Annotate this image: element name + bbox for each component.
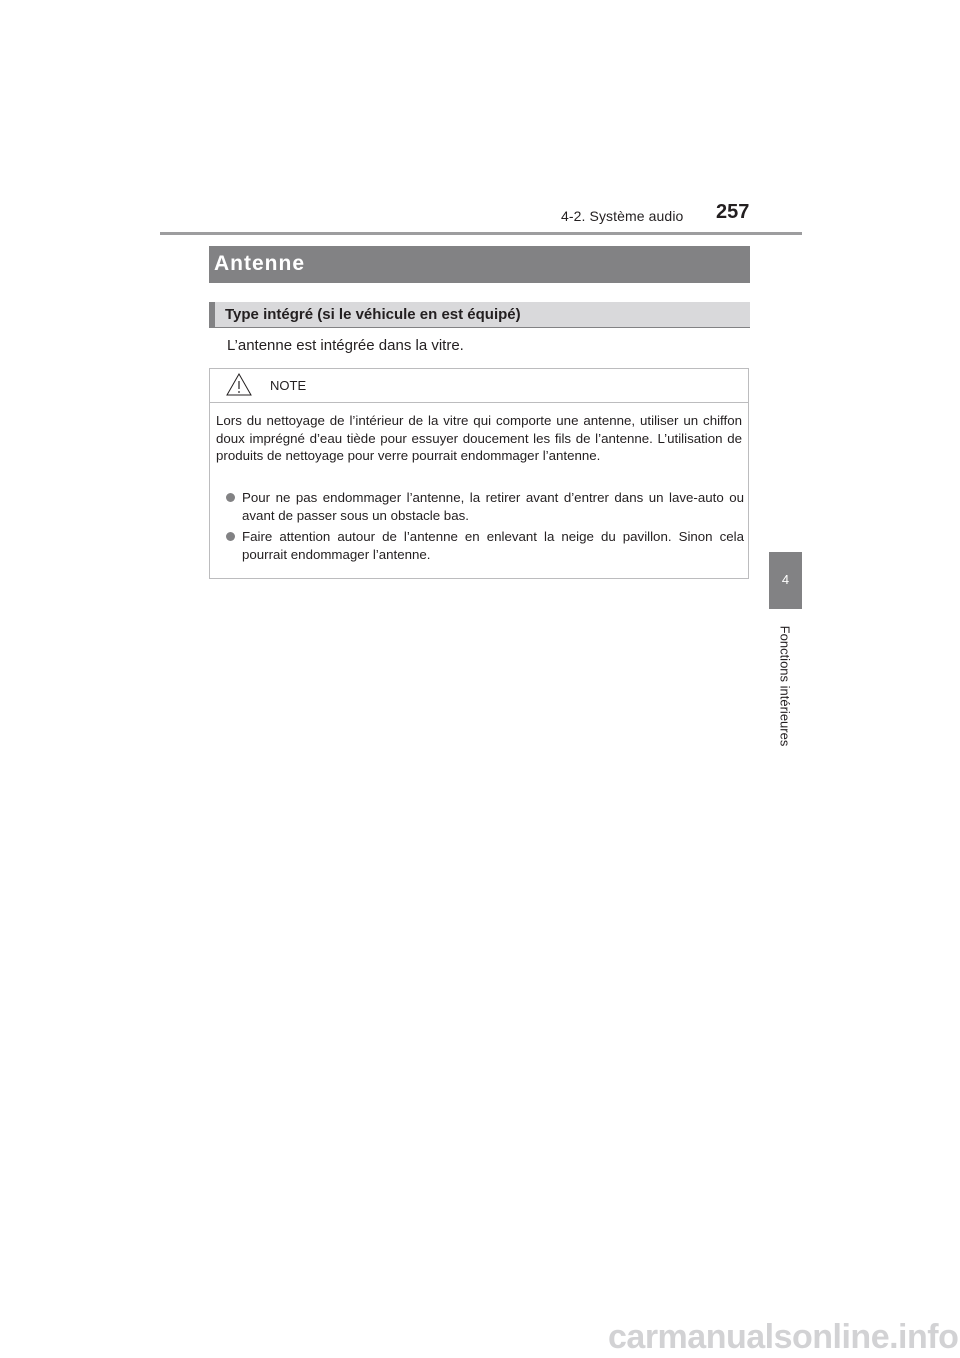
chapter-number: 4 [781, 572, 790, 587]
warning-triangle-icon [226, 373, 252, 397]
subheading: Type intégré (si le véhicule en est équipé) [225, 306, 521, 323]
body-paragraph: L’antenne est intégrée dans la vitre. [227, 337, 464, 354]
chapter-tab [769, 552, 802, 609]
page-number: 257 [716, 201, 750, 223]
note-bullet-text: Faire attention autour de l’antenne en enlevant la neige du pavillon. Sinon cela pourrait endommager l’antenne. [242, 529, 744, 562]
watermark: carmanualsonline.info [608, 1318, 959, 1356]
note-divider [210, 402, 748, 403]
section-heading: Antenne [214, 252, 305, 275]
note-box [209, 368, 749, 579]
subheading-bar [209, 302, 750, 328]
note-label: NOTE [270, 378, 307, 393]
subheading-accent [209, 302, 215, 327]
bullet-dot-icon [226, 493, 235, 502]
section-heading-bar [209, 246, 750, 283]
note-paragraph: Lors du nettoyage de l’intérieur de la vitre qui comporte une antenne, utiliser un chiffon doux imprégné d’eau tiède pour essuyer doucement les fils de l’antenne. L’utilisation de produits de nettoyage pour verre pourrait endommager l’antenne. [216, 413, 742, 463]
note-bullet [226, 528, 744, 563]
note-bullet [226, 489, 744, 524]
bullet-dot-icon [226, 532, 235, 541]
chapter-label: Fonctions intérieures [777, 625, 793, 747]
section-title: 4-2. Système audio [561, 208, 684, 224]
note-bullet-text: Pour ne pas endommager l’antenne, la retirer avant d’entrer dans un lave-auto ou avant de passer sous un obstacle bas. [242, 490, 744, 523]
header-divider [160, 232, 802, 235]
